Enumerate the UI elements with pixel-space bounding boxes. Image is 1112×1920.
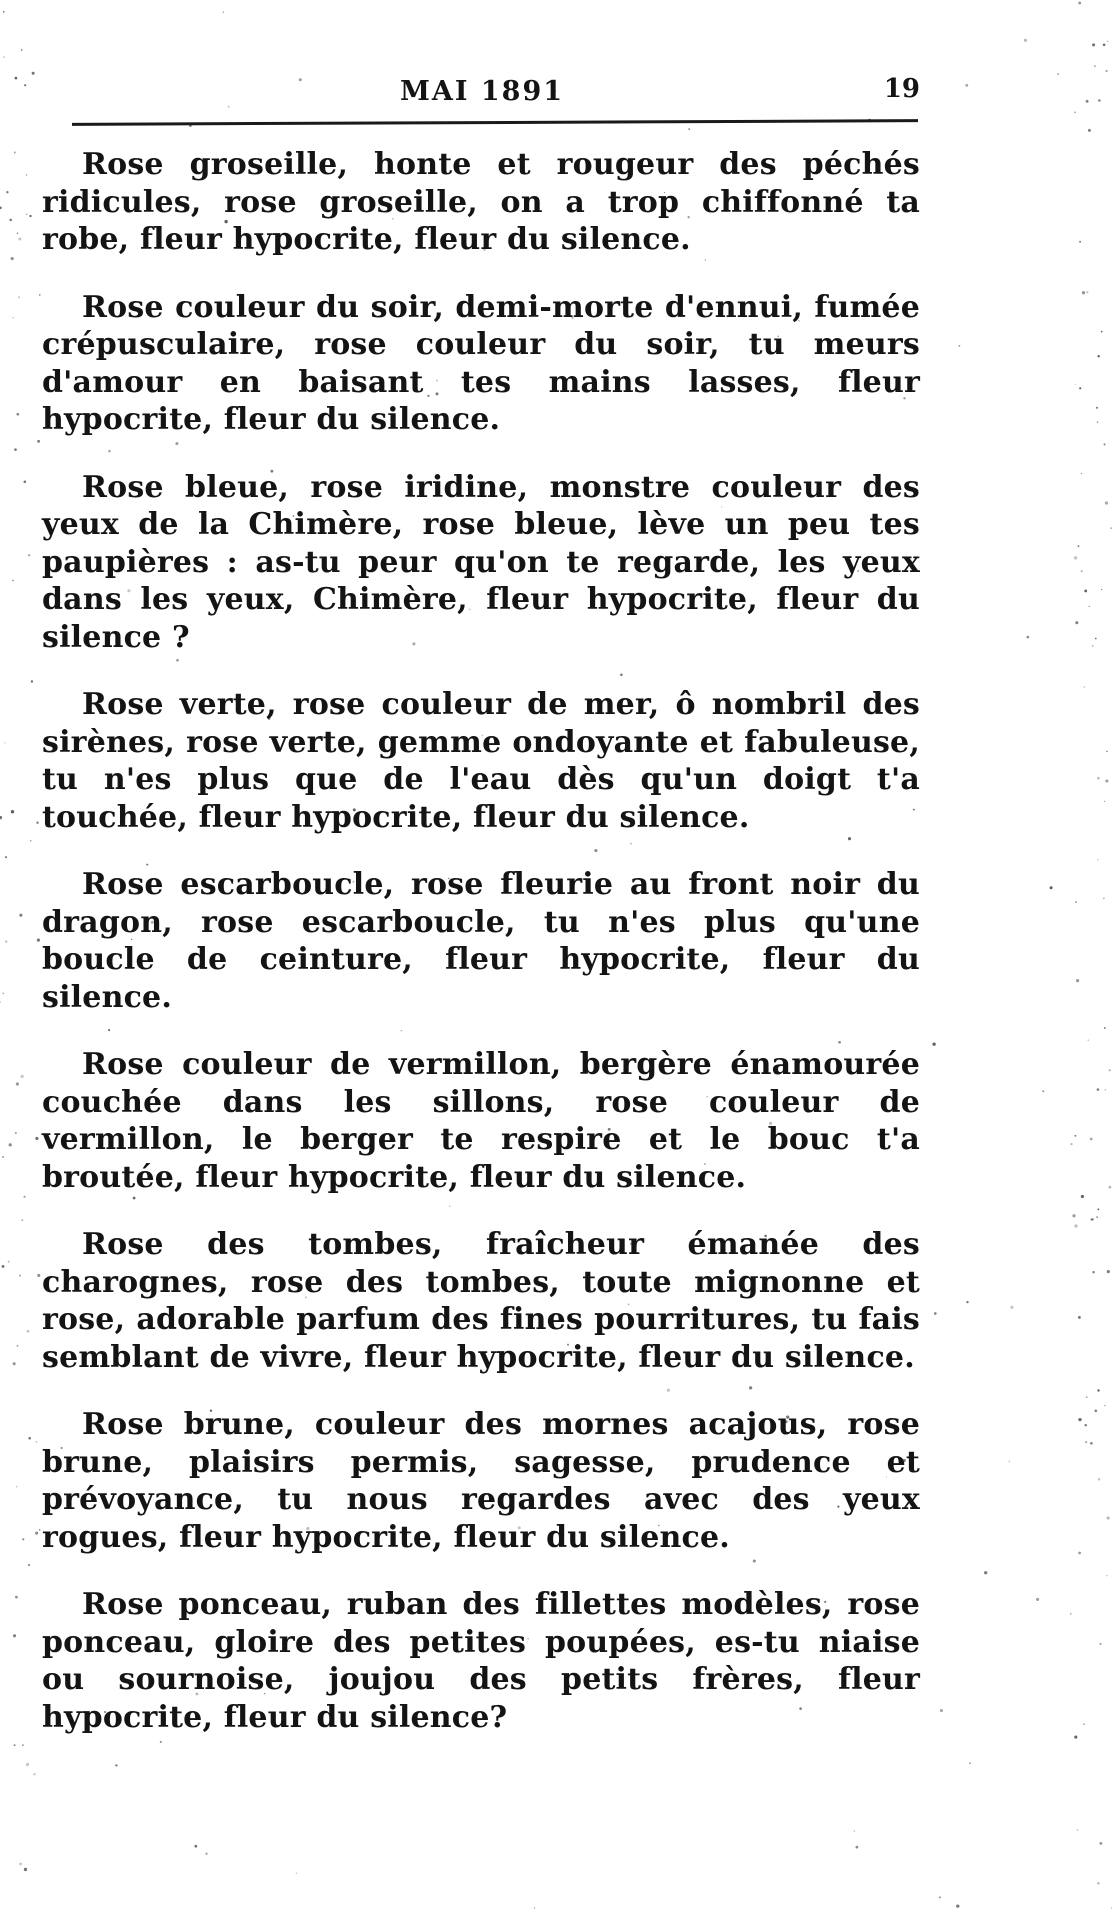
paragraph-rose-vermillon: Rose couleur de vermillon, bergère énamourée couchée dans les sillons, rose couleur de vermillon, le berger te respire et le bouc t'a broutée, fleur hypocrite, fleur du silence. bbox=[42, 1047, 920, 1195]
paragraph-rose-escarboucle: Rose escarboucle, rose fleurie au front noir du dragon, rose escarboucle, tu n'es plus qu'une boucle de ceinture, fleur hypocrite, fleur du silence. bbox=[42, 867, 920, 1015]
poem-body bbox=[42, 146, 920, 1766]
page-header bbox=[40, 66, 920, 122]
paragraph-rose-ponceau: Rose ponceau, ruban des fillettes modèles, rose ponceau, gloire des petites poupées, es-tu niaise ou sournoise, joujou des petits frères, fleur hypocrite, fleur du silence? bbox=[42, 1587, 920, 1735]
page-number: 19 bbox=[883, 74, 920, 104]
paragraph-rose-brune: Rose brune, couleur des mornes acajous, rose brune, plaisirs permis, sagesse, prudence et prévoyance, tu nous regardes avec des yeux rogues, fleur hypocrite, fleur du silence. bbox=[42, 1407, 920, 1555]
paragraph-rose-des-tombes: Rose des tombes, fraîcheur émanée des charognes, rose des tombes, toute mignonne et rose, adorable parfum des fines pourritures, tu fais semblant de vivre, fleur hypocrite, fleur du silence. bbox=[42, 1227, 920, 1375]
paragraph-rose-verte: Rose verte, rose couleur de mer, ô nombril des sirènes, rose verte, gemme ondoyante et fabuleuse, tu n'es plus que de l'eau dès qu'un doigt t'a touchée, fleur hypocrite, fleur du silence. bbox=[42, 687, 920, 835]
paragraph-rose-groseille: Rose groseille, honte et rougeur des péchés ridicules, rose groseille, on a trop chiffonné ta robe, fleur hypocrite, fleur du silence. bbox=[42, 147, 920, 257]
running-head: MAI 1891 bbox=[400, 76, 565, 107]
paragraph-rose-bleue: Rose bleue, rose iridine, monstre couleur des yeux de la Chimère, rose bleue, lève un peu tes paupières : as-tu peur qu'on te regarde, les yeux dans les yeux, Chimère, fleur hypocrite, fleur du silence ? bbox=[42, 469, 920, 655]
paragraph-rose-couleur-du-soir: Rose couleur du soir, demi-morte d'ennui, fumée crépusculaire, rose couleur du soir, tu meurs d'amour en baisant tes mains lasses, fleur hypocrite, fleur du silence. bbox=[42, 289, 920, 437]
